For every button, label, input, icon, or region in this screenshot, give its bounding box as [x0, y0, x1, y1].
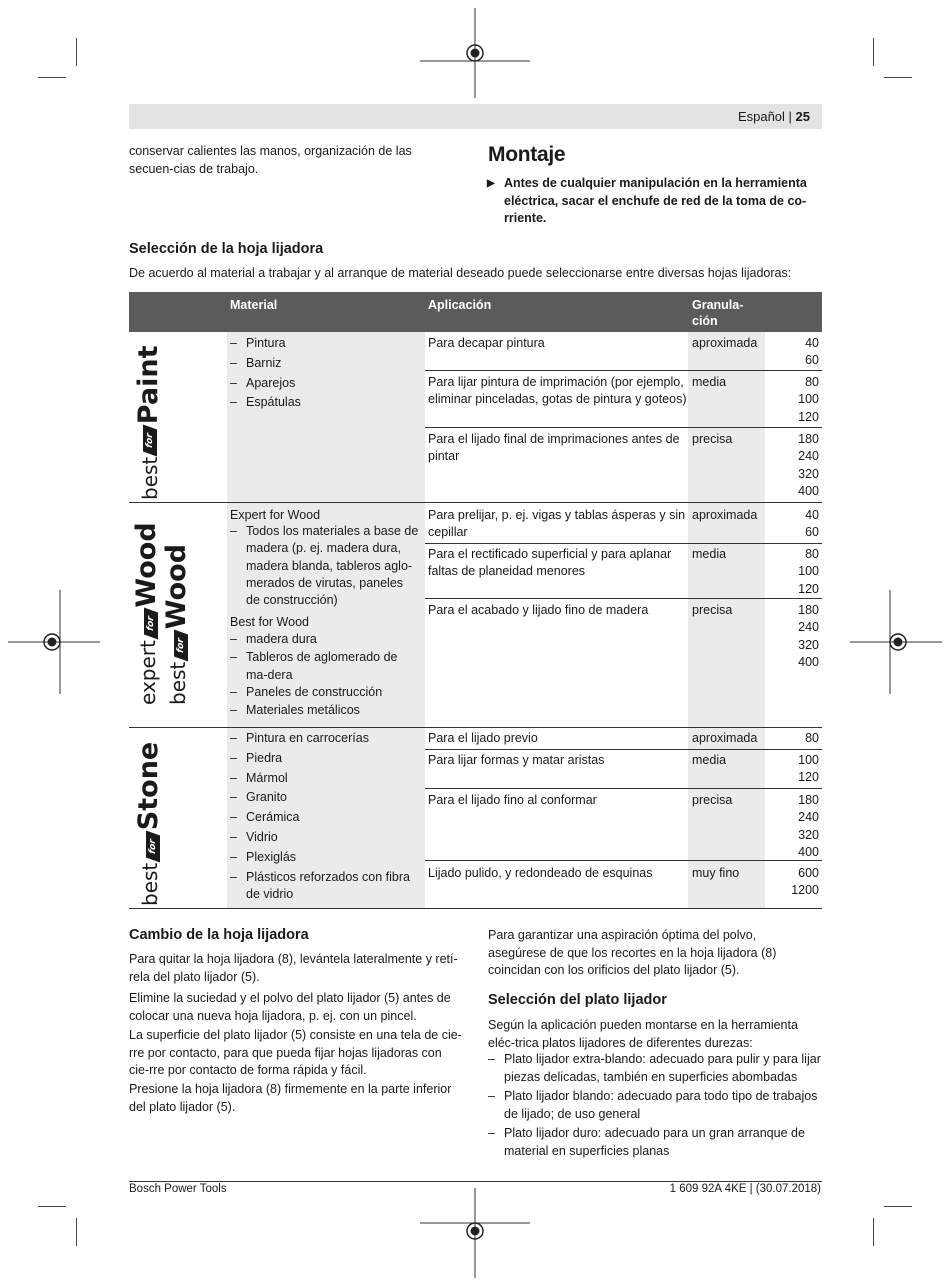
header-material: Material [230, 298, 278, 312]
seleccion-plato-text: Según la aplicación pueden montarse en la herramienta eléc-trica platos lijadores de diferentes durezas: [488, 1018, 798, 1050]
crop-mark [884, 77, 912, 78]
best-for-stone-logo: bestforStone [133, 741, 164, 906]
row-divider [425, 598, 822, 599]
list-item: – Cerámica [230, 808, 420, 828]
cambio-paragraph: Presione la hoja lijadora (8) firmemente en la parte inferior del plato lijador (5). [129, 1082, 452, 1114]
group-divider [129, 727, 822, 728]
row-divider [425, 788, 822, 789]
plato-list-item: – Plato lijador blando: adecuado para todo tipo de trabajos de lijado; de uso general [488, 1088, 822, 1123]
list-item: – Aparejos [230, 374, 420, 394]
seleccion-hoja-text: De acuerdo al material a trabajar y al arranque de material deseado puede seleccionarse entre diversas hojas lijadoras: [129, 266, 792, 280]
registration-mark-left [0, 590, 100, 694]
grado-cell: aproximada [692, 508, 758, 522]
aplicacion-cell: Para el lijado fino al conformar [428, 793, 597, 807]
cambio-paragraph: La superficie del plato lijador (5) consiste en una tela de cie-rre por contacto, para que pueda fijar hojas lijadoras con cie-rre por contacto de forma rápida y fácil. [129, 1028, 462, 1077]
aplicacion-cell: Para el acabado y lijado fino de madera [428, 603, 649, 617]
list-item: – Pintura en carrocerías [230, 729, 420, 749]
row-divider [425, 749, 822, 750]
grado-cell: muy fino [692, 866, 740, 880]
aplicacion-cell: Para decapar pintura [428, 336, 545, 350]
grado-cell: media [692, 547, 727, 561]
list-item: – Todos los materiales a base de madera (p. ej. madera dura, madera blanda, tableros aglo-merados de virutas, paneles de construcción) [230, 523, 420, 609]
grit-cell: 180 240 320 400 [798, 432, 819, 498]
list-item: – Mármol [230, 769, 420, 789]
header-language: Español [737, 109, 785, 124]
list-item: – Plexiglás [230, 848, 420, 868]
aplicacion-cell: Para el rectificado superficial y para aplanar faltas de planeidad menores [428, 547, 672, 579]
grado-cell: aproximada [692, 336, 758, 350]
table-bottom [129, 908, 822, 909]
intro-paragraph: conservar calientes las manos, organización de las secuen-cias de trabajo. [129, 144, 412, 176]
montaje-warning-text: Antes de cualquier manipulación en la herramienta eléctrica, sacar el enchufe de red de la toma de co-rriente. [504, 176, 807, 225]
aplicacion-cell: Para lijar pintura de imprimación (por ejemplo, eliminar pinceladas, gotas de pintura y goteos) [428, 375, 687, 407]
footer-docnumber: 1 609 92A 4KE | (30.07.2018) [669, 1183, 821, 1195]
list-item: – Plásticos reforzados con fibra de vidrio [230, 868, 420, 904]
row-divider [425, 860, 822, 861]
list-item: – Tableros de aglomerado de ma-dera [230, 649, 420, 685]
list-item: – Pintura [230, 334, 420, 354]
grit-cell: 40 60 [805, 336, 819, 368]
registration-mark-bottom [420, 1188, 530, 1278]
cambio-heading: Cambio de la hoja lijadora [129, 927, 309, 943]
registration-mark-right [850, 590, 950, 694]
expert-for-wood-logo: expertforWood [131, 522, 162, 705]
grado-cell: aproximada [692, 731, 758, 745]
arrow-icon: ▶ [487, 178, 495, 189]
grit-cell: 100 120 [798, 753, 819, 785]
footer-brand: Bosch Power Tools [129, 1183, 227, 1195]
best-for-wood-title: Best for Wood [230, 615, 309, 629]
best-wood-materials [230, 631, 420, 720]
best-for-wood-logo: bestforWood [161, 543, 192, 705]
page-header-text: Español | 25 [737, 109, 810, 124]
page-number: 25 [795, 109, 810, 124]
expert-wood-materials [230, 523, 420, 609]
header-aplicacion: Aplicación [428, 298, 492, 312]
grit-cell: 600 1200 [791, 866, 819, 898]
grado-cell: precisa [692, 432, 733, 446]
list-item: – Granito [230, 788, 420, 808]
grado-cell: precisa [692, 793, 733, 807]
best-for-paint-logo: bestforPaint [133, 345, 164, 500]
aplicacion-cell: Para el lijado previo [428, 731, 538, 745]
registration-mark-top [420, 8, 530, 98]
list-item: – madera dura [230, 631, 420, 649]
header-granulacion: Granula-ción [692, 298, 744, 328]
stone-materials [230, 729, 420, 903]
row-divider [425, 543, 822, 544]
list-item: – Paneles de construcción [230, 684, 420, 702]
list-item: – Materiales metálicos [230, 702, 420, 720]
table-header [129, 292, 822, 332]
crop-mark [38, 77, 66, 78]
grit-cell: 80 100 120 [798, 547, 819, 596]
expert-for-wood-title: Expert for Wood [230, 508, 321, 522]
footer-rule [129, 1181, 822, 1182]
seleccion-hoja-heading: Selección de la hoja lijadora [129, 241, 324, 257]
row-divider [425, 370, 822, 371]
crop-mark [873, 38, 874, 66]
montaje-heading: Montaje [488, 143, 566, 166]
crop-mark [76, 1218, 77, 1246]
grit-cell: 180 240 320 400 [798, 793, 819, 859]
aplicacion-cell: Para prelijar, p. ej. vigas y tablas ásperas y sin cepillar [428, 508, 686, 540]
group-divider [129, 502, 822, 503]
crop-mark [38, 1206, 66, 1207]
grit-cell: 40 60 [805, 508, 819, 540]
grit-cell: 80 [805, 731, 819, 745]
grado-cell: precisa [692, 603, 733, 617]
grit-cell: 180 240 320 400 [798, 603, 819, 669]
list-item: – Piedra [230, 749, 420, 769]
aplicacion-cell: Para lijar formas y matar aristas [428, 753, 605, 767]
list-item: – Espátulas [230, 393, 420, 413]
page-header [129, 104, 822, 129]
list-item: – Vidrio [230, 828, 420, 848]
montaje-warning [487, 175, 809, 228]
grado-cell: media [692, 375, 727, 389]
paint-materials [230, 334, 420, 413]
crop-mark [884, 1206, 912, 1207]
aplicacion-cell: Lijado pulido, y redondeado de esquinas [428, 866, 653, 880]
aplicacion-cell: Para el lijado final de imprimaciones antes de pintar [428, 432, 680, 464]
cambio-paragraph: Elimine la suciedad y el polvo del plato lijador (5) antes de colocar una nueva hoja lijadora, p. ej. con un pincel. [129, 991, 451, 1023]
seleccion-plato-heading: Selección del plato lijador [488, 992, 667, 1008]
row-divider [425, 427, 822, 428]
aspiracion-paragraph: Para garantizar una aspiración óptima del polvo, asegúrese de que los recortes en la hoja lijadora (8) coincidan con los orificios del plato lijador (5). [488, 928, 777, 977]
cambio-paragraph: Para quitar la hoja lijadora (8), levántela lateralmente y retí-rela del plato lijador (5). [129, 952, 458, 984]
grado-cell: media [692, 753, 727, 767]
grado-column-shade [688, 332, 765, 908]
list-item: – Barniz [230, 354, 420, 374]
plato-list-item: – Plato lijador duro: adecuado para un gran arranque de material en superficies planas [488, 1125, 822, 1160]
crop-mark [76, 38, 77, 66]
plato-list-item: – Plato lijador extra-blando: adecuado para pulir y para lijar piezas delicadas, también en superficies abombadas [488, 1051, 822, 1086]
crop-mark [873, 1218, 874, 1246]
grit-cell: 80 100 120 [798, 375, 819, 424]
